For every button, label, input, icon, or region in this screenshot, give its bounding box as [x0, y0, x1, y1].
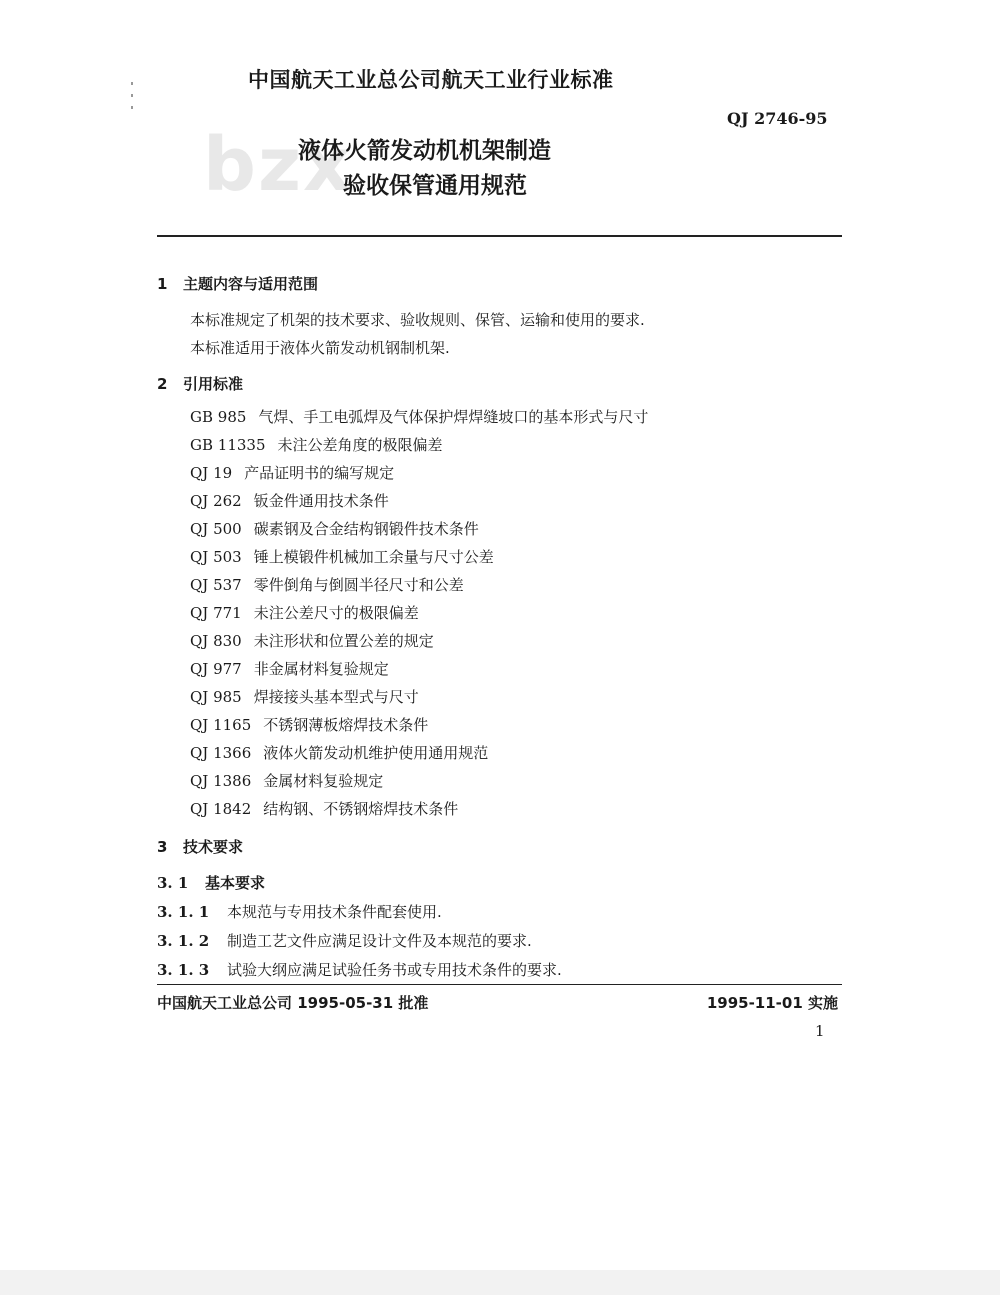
section-number: 3	[157, 838, 168, 856]
list-item	[190, 798, 648, 826]
ref-code: QJ 19	[190, 464, 233, 482]
list-item	[190, 686, 648, 714]
ref-code: QJ 830	[190, 632, 242, 650]
list-item	[190, 714, 648, 742]
clause-number: 3. 1. 3	[157, 961, 210, 979]
ref-title: 结构钢、不锈钢熔焊技术条件	[263, 800, 459, 818]
ref-code: QJ 500	[190, 520, 242, 538]
ref-code: QJ 1165	[190, 716, 252, 734]
ref-title: 不锈钢薄板熔焊技术条件	[263, 716, 429, 734]
header-divider	[157, 235, 842, 237]
standard-code: QJ 2746-95	[727, 109, 828, 128]
ref-code: QJ 537	[190, 576, 242, 594]
clause-heading	[157, 872, 562, 901]
section-1-paragraph-1: 本标准规定了机架的技术要求、验收规则、保管、运输和使用的要求.	[190, 311, 645, 329]
ref-title: 未注形状和位置公差的规定	[253, 632, 434, 650]
ref-title: 未注公差尺寸的极限偏差	[253, 604, 419, 622]
clause	[157, 930, 562, 959]
ref-code: QJ 1386	[190, 772, 252, 790]
list-item	[190, 462, 648, 490]
clause	[157, 901, 562, 930]
ref-title: 未注公差角度的极限偏差	[277, 436, 443, 454]
approval-statement: 中国航天工业总公司 1995-05-31 批准	[157, 994, 429, 1012]
ref-code: QJ 977	[190, 660, 242, 678]
section-number: 1	[157, 275, 168, 293]
list-item	[190, 658, 648, 686]
ref-title: 锤上模锻件机械加工余量与尺寸公差	[253, 548, 494, 566]
list-item	[190, 770, 648, 798]
ref-code: QJ 985	[190, 688, 242, 706]
ref-title: 气焊、手工电弧焊及气体保护焊焊缝坡口的基本形式与尺寸	[258, 408, 649, 426]
list-item	[190, 406, 648, 434]
ref-title: 碳素钢及合金结构钢锻件技术条件	[253, 520, 479, 538]
referenced-standards-list	[190, 406, 648, 826]
list-item	[190, 630, 648, 658]
clause-text: 本规范与专用技术条件配套使用.	[227, 903, 442, 921]
ref-code: QJ 771	[190, 604, 242, 622]
ref-code: QJ 262	[190, 492, 242, 510]
list-item	[190, 518, 648, 546]
section-title: 主题内容与适用范围	[183, 275, 319, 293]
document-title-line1: 液体火箭发动机机架制造	[298, 138, 551, 164]
section-title: 引用标准	[183, 375, 244, 393]
clause-text: 基本要求	[205, 874, 266, 892]
watermark: bzx	[203, 122, 353, 208]
section-title: 技术要求	[183, 838, 244, 856]
clause-text: 制造工艺文件应满足设计文件及本规范的要求.	[227, 932, 532, 950]
section-number: 2	[157, 375, 168, 393]
footer-divider	[157, 984, 842, 985]
document-title-line2: 验收保管通用规范	[343, 173, 527, 199]
clause-text: 试验大纲应满足试验任务书或专用技术条件的要求.	[227, 961, 562, 979]
ref-code: QJ 1366	[190, 744, 252, 762]
issuing-organization-title: 中国航天工业总公司航天工业行业标准	[248, 68, 614, 92]
clause-number: 3. 1. 1	[157, 903, 210, 921]
clause-number: 3. 1	[157, 874, 189, 892]
section-1-paragraph-2: 本标准适用于液体火箭发动机钢制机架.	[190, 339, 450, 357]
list-item	[190, 434, 648, 462]
ref-code: GB 11335	[190, 436, 266, 454]
list-item	[190, 742, 648, 770]
section-3-heading	[157, 836, 243, 857]
section-1-heading	[157, 273, 318, 294]
list-item	[190, 546, 648, 574]
ref-title: 钣金件通用技术条件	[253, 492, 389, 510]
list-item	[190, 574, 648, 602]
list-item	[190, 490, 648, 518]
margin-tick-marks	[131, 82, 135, 118]
ref-title: 金属材料复验规定	[263, 772, 384, 790]
section-2-heading	[157, 373, 243, 394]
ref-code: QJ 503	[190, 548, 242, 566]
ref-title: 非金属材料复验规定	[253, 660, 389, 678]
ref-code: QJ 1842	[190, 800, 252, 818]
clause-number: 3. 1. 2	[157, 932, 210, 950]
ref-title: 液体火箭发动机维护使用通用规范	[263, 744, 489, 762]
list-item	[190, 602, 648, 630]
viewer-bottom-edge	[0, 1270, 1000, 1295]
document-title	[298, 134, 618, 204]
clause-list	[157, 872, 562, 988]
ref-title: 焊接接头基本型式与尺寸	[253, 688, 419, 706]
ref-title: 产品证明书的编写规定	[244, 464, 395, 482]
ref-code: GB 985	[190, 408, 247, 426]
ref-title: 零件倒角与倒圆半径尺寸和公差	[253, 576, 464, 594]
page-number: 1	[815, 1022, 825, 1040]
effective-date: 1995-11-01 实施	[706, 994, 838, 1012]
